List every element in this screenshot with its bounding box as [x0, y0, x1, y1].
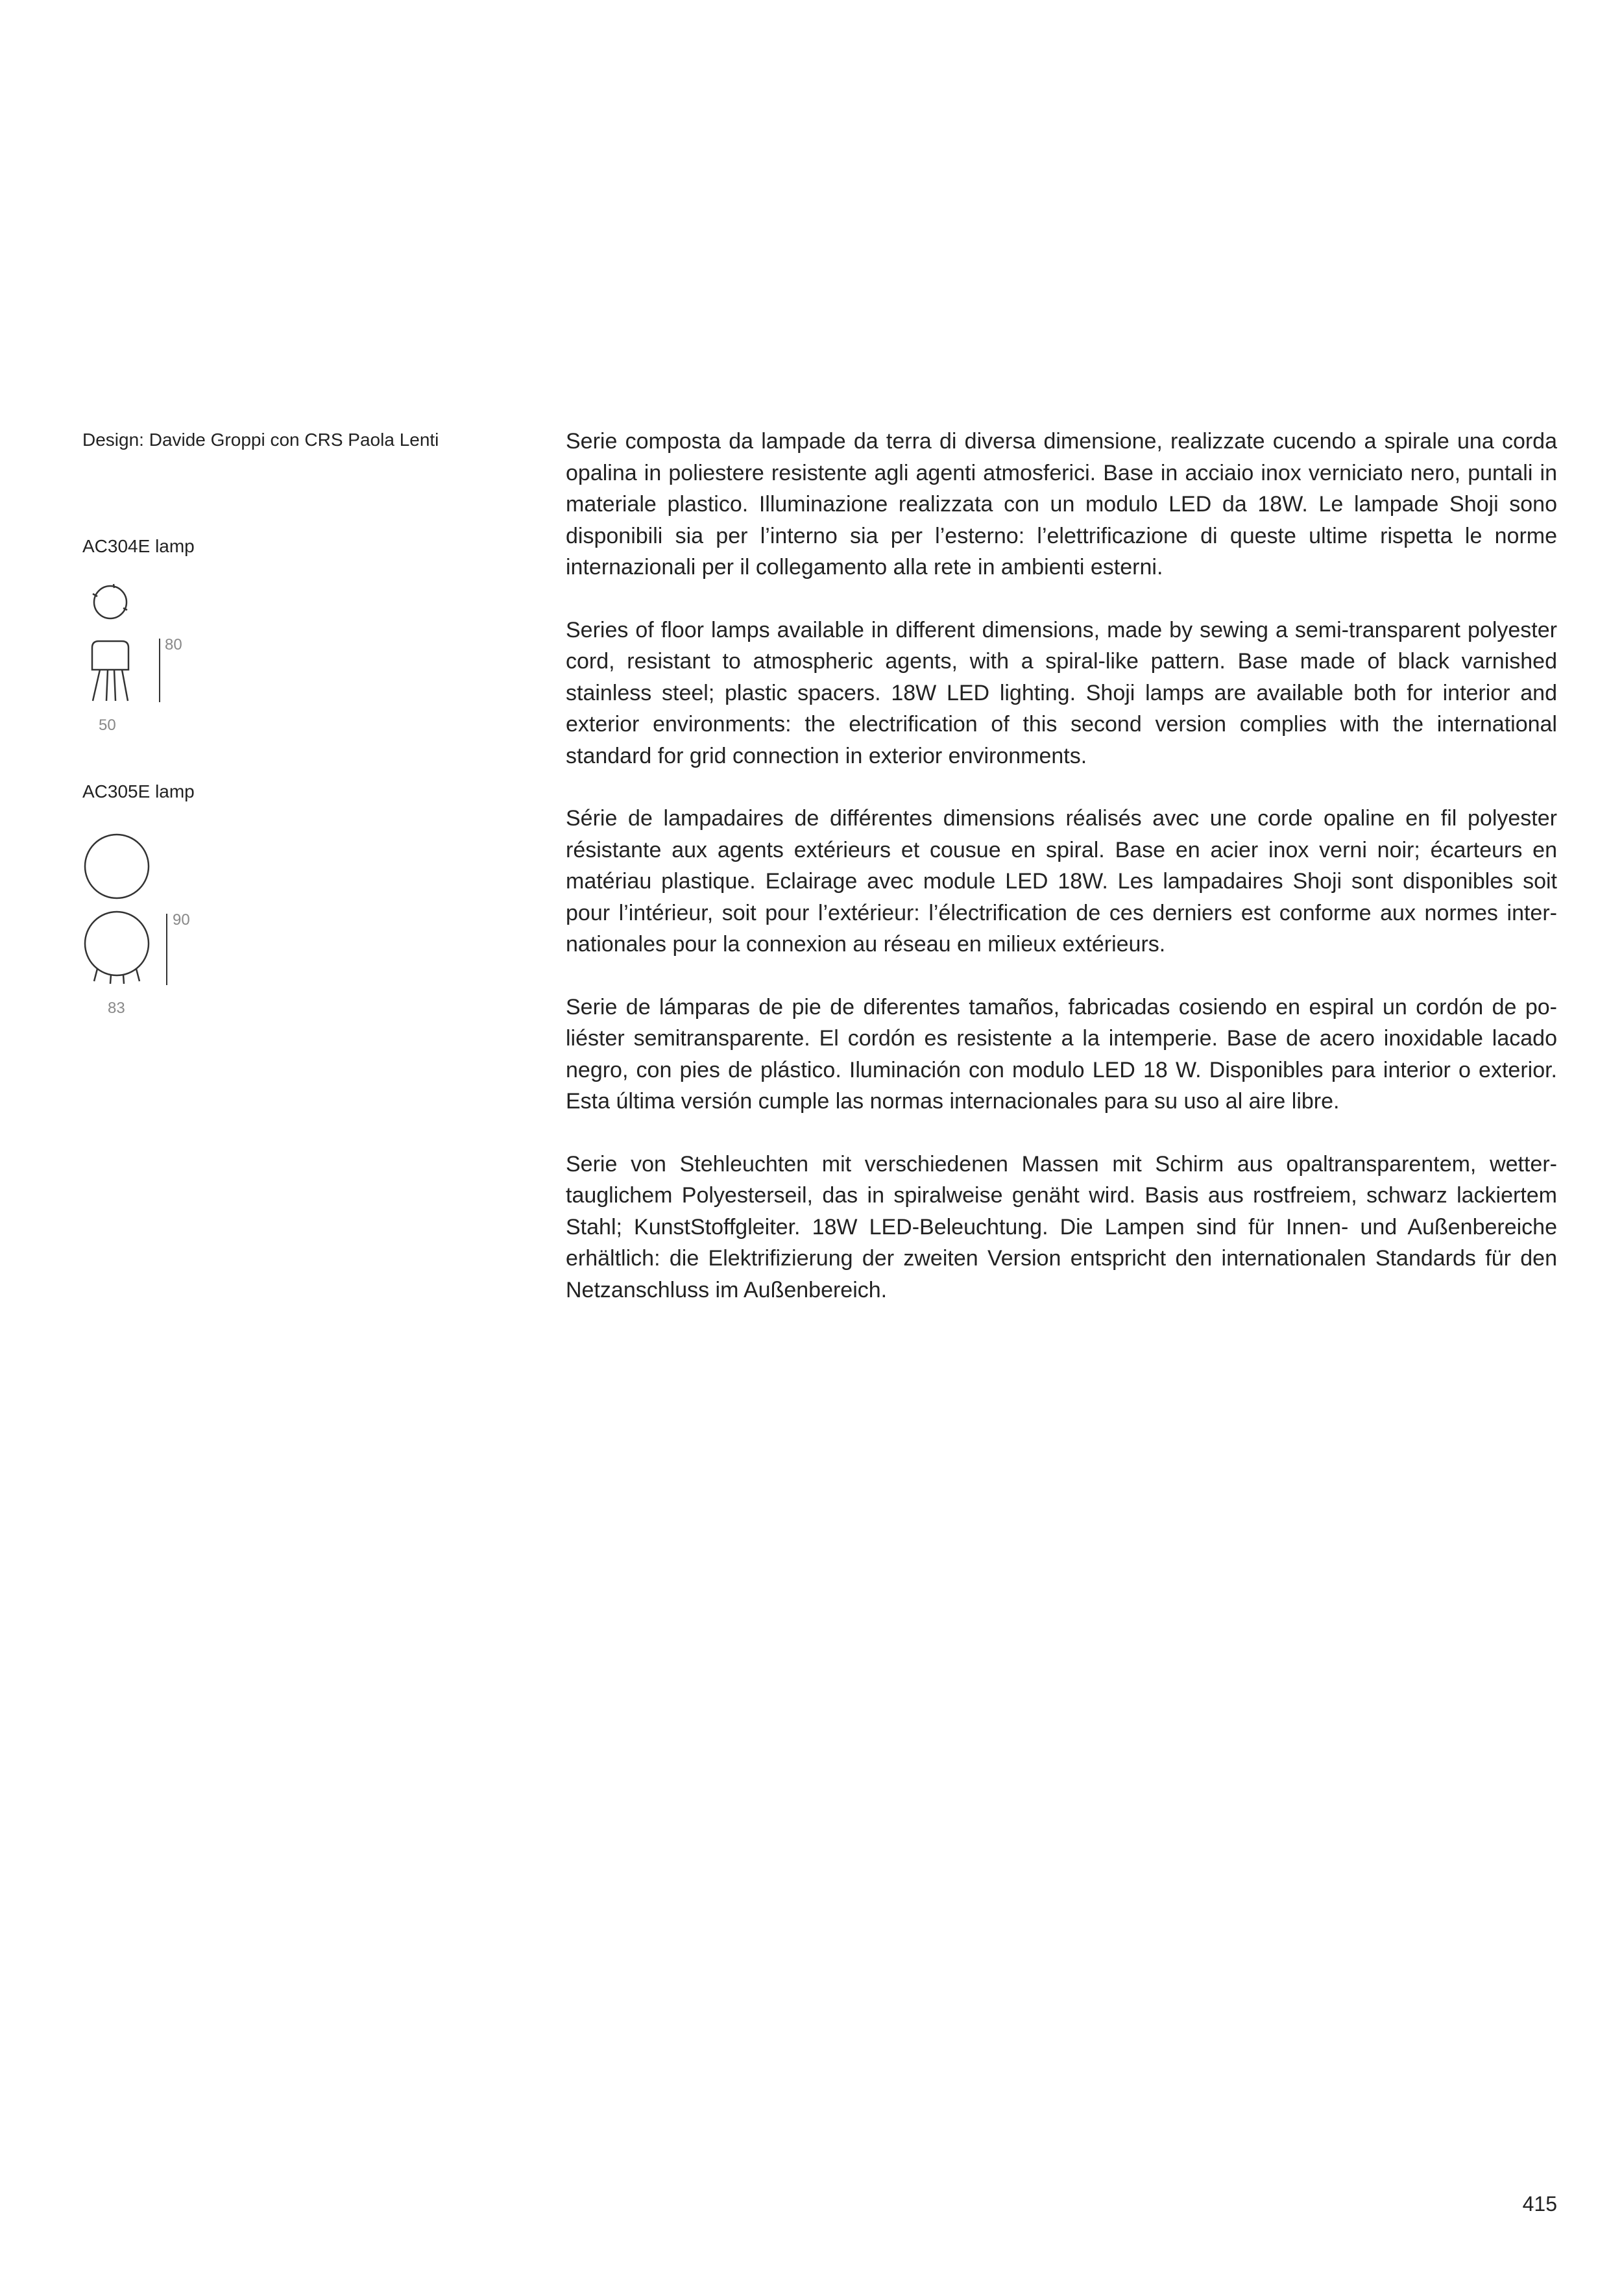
product-label-ac304e: AC304E lamp [82, 536, 195, 556]
description-german: Serie von Stehleuchten mit verschiedenen Massen mit Schirm aus opaltransparentem, wettertauglichem Polyesterseil, das in spiralweise genäht wird. Basis aus rostfreiem, schwarz lackiertem Stahl; KunstStoffgleiter. 18W LED-Beleuchtung. Die Lampen sind für Innen- und Außenbereiche erhältlich: die Elektrifizierung der zweiten Version entspricht den internationalen Standards für den Netzanschluss im Außenbereich. [566, 1151, 1557, 1302]
ac305e-width-dimension: 83 [108, 999, 125, 1017]
ac304e-side-view [92, 641, 128, 701]
ac304e-height-dimension: 80 [165, 636, 182, 653]
description-spanish: Serie de lámparas de pie de diferentes tamaños, fabricadas cosiendo en espiral un cordón de poliéster semitransparente. El cordón es resistente a la intemperie. Base de acero inoxidable lacado negro, con pies de plástico. Iluminación con modulo LED 18 W. Disponibles para interior o exterior. Esta última versión cumple las normas internacionales para su uso al aire libre. [566, 994, 1557, 1114]
description-french: Série de lampadaires de différentes dimensions réalisés avec une corde opaline en fil polyester résistante aux agents extérieurs et cousue en spiral. Base en acier inox verni noir; écarteurs en matériau plastique. Eclairage avec module LED 18W. Les lampadaires Shoji sont disponibles soit pour l’intérieur, soit pour l’extérieur: l’électrification de ces derniers est conforme aux normes internationales pour la connexion au réseau en milieux extérieurs. [566, 806, 1557, 957]
ac304e-width-dimension: 50 [99, 716, 116, 734]
ac304e-top-view [93, 584, 127, 618]
ac305e-side-view [85, 912, 149, 984]
description-english: Series of floor lamps available in different dimensions, made by sewing a semi-transparent polyester cord, resistant to atmospheric agents, with a spiral-like pattern. Base made of black varnished stainless steel; plastic spacers. 18W LED lighting. Shoji lamps are available both for interior and exterior environments: the electrification of this second version complies with the international standard for grid connection in exterior environments. [566, 617, 1557, 768]
description-italian: Serie composta da lampade da terra di diversa dimensione, realizzate cucendo a spirale una corda opalina in poliestere resistente agli agenti atmosferici. Base in acciaio inox verniciato nero, puntali in materiale plastico. Illuminazione realizzata con un modulo LED da 18W. Le lampade Shoji sono disponibili sia per l’interno sia per l’esterno: l’elettrificazione di queste ultime rispetta le norme internazionali per il collegamento alla rete in ambienti esterni. [566, 429, 1557, 580]
product-label-ac305e: AC305E lamp [82, 781, 195, 801]
page-number: 415 [1522, 2192, 1557, 2216]
designer-credit: Design: Davide Groppi con CRS Paola Lenti [82, 430, 439, 450]
description-column [566, 426, 1557, 1337]
ac305e-height-dimension: 90 [173, 911, 190, 929]
ac305e-top-view [85, 835, 149, 898]
